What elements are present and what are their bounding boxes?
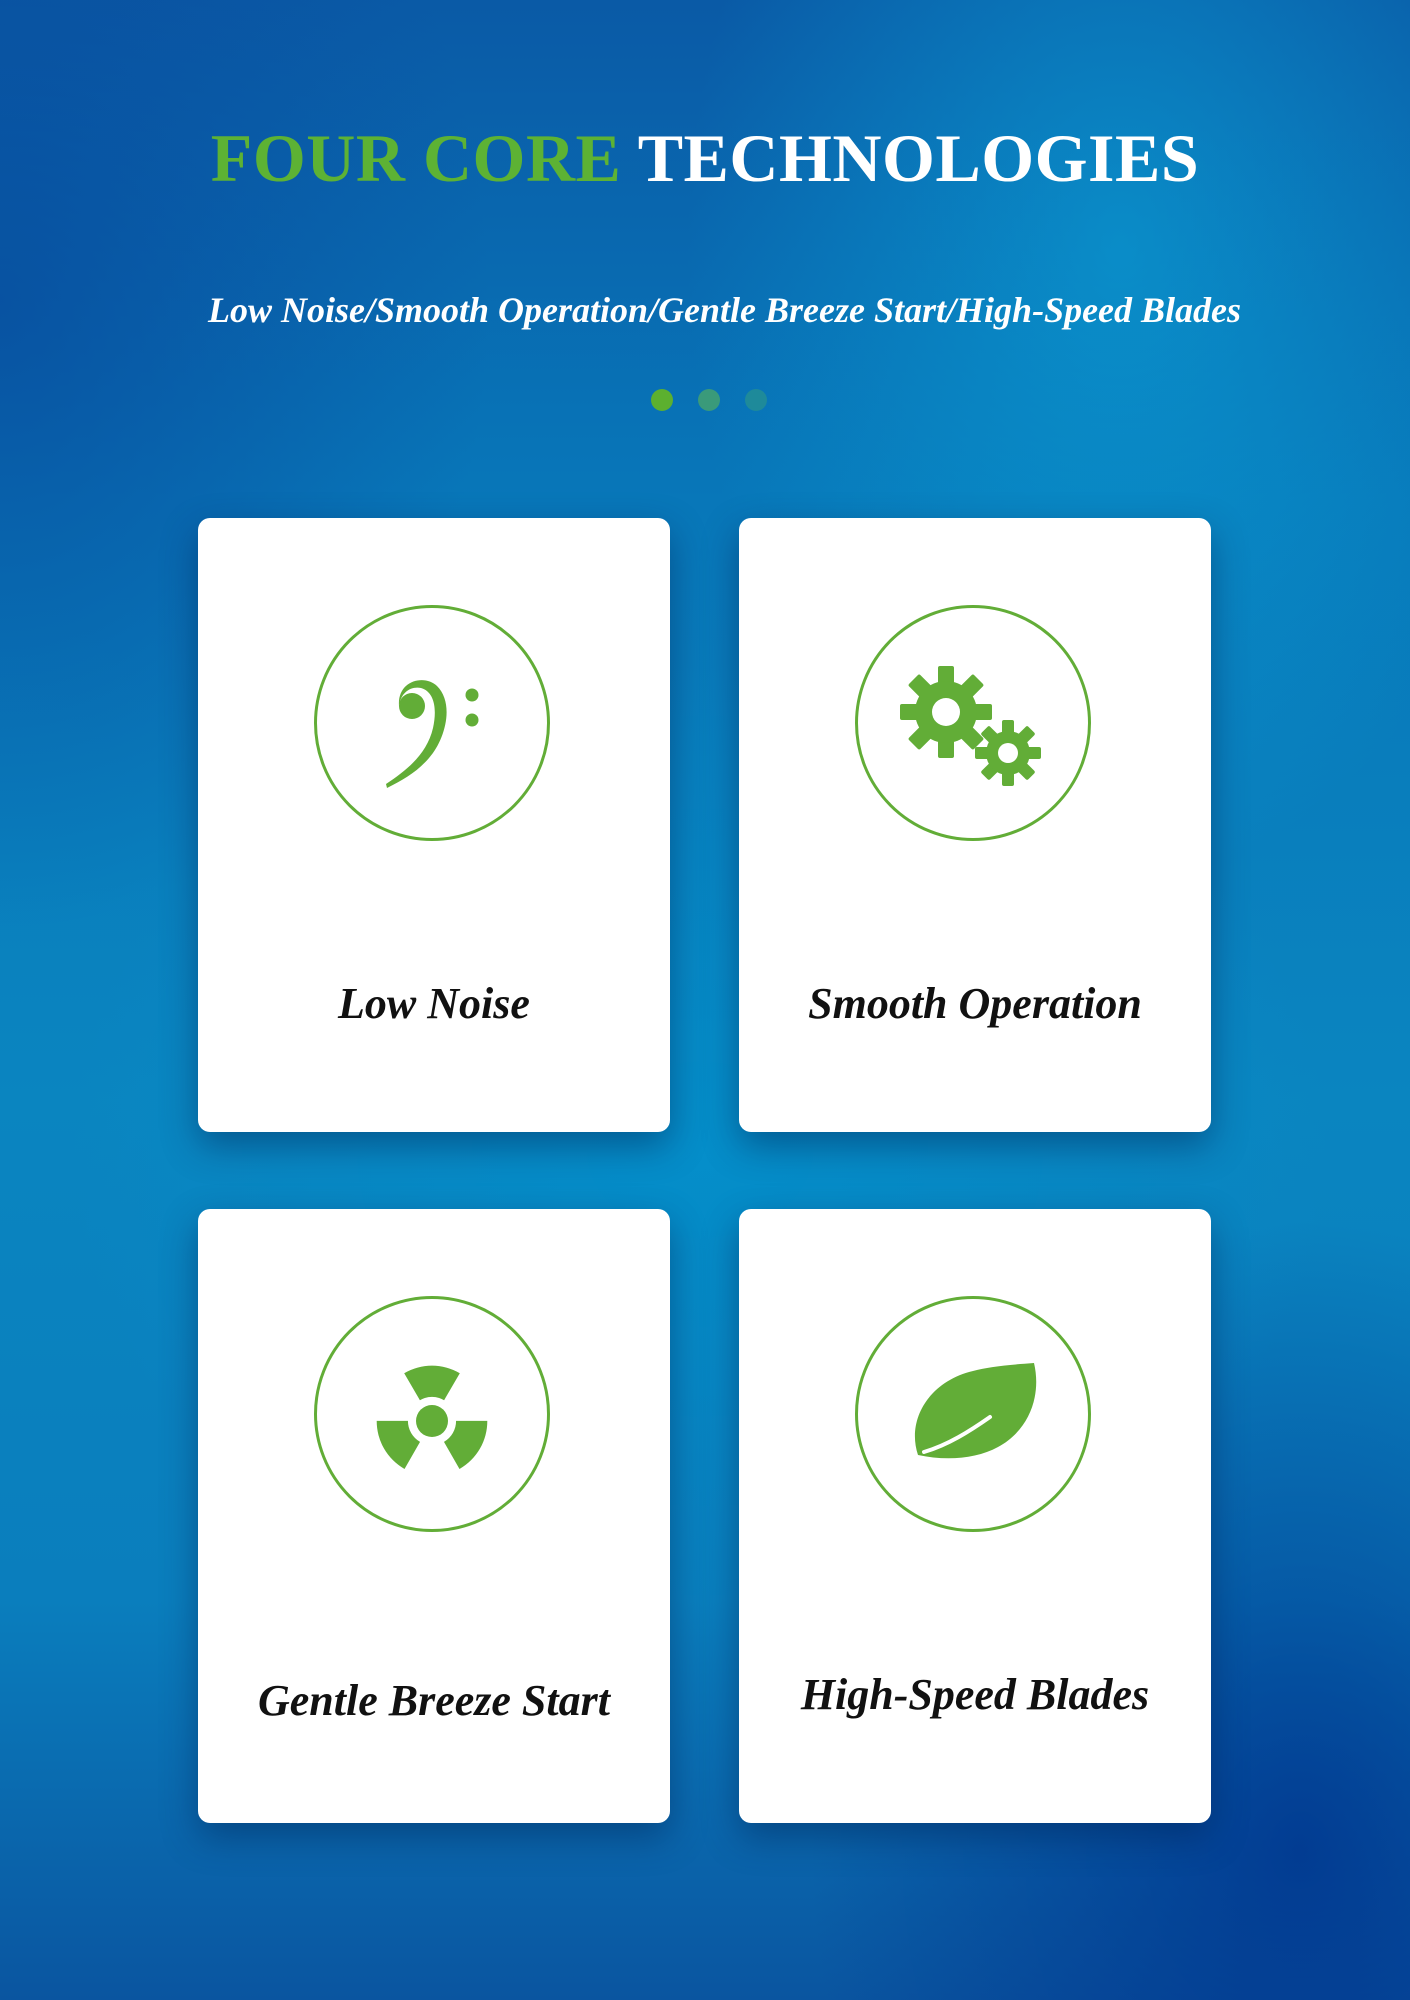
title-accent: FOUR CORE <box>210 120 622 196</box>
leaf-icon <box>858 1299 1088 1529</box>
card-label: Gentle Breeze Start <box>258 1676 610 1725</box>
gears-icon <box>858 608 1088 838</box>
feature-card-high-speed-blades <box>739 1209 1211 1823</box>
feature-card-gentle-breeze-start <box>198 1209 670 1823</box>
carousel-dots <box>651 389 781 411</box>
card-label: Smooth Operation <box>808 979 1142 1028</box>
carousel-dot-2[interactable] <box>698 389 720 411</box>
icon-ring <box>855 605 1091 841</box>
icon-ring <box>855 1296 1091 1532</box>
carousel-dot-3[interactable] <box>745 389 767 411</box>
feature-card-smooth-operation <box>739 518 1211 1132</box>
feature-card-low-noise <box>198 518 670 1132</box>
title-rest: TECHNOLOGIES <box>637 120 1200 196</box>
carousel-dot-1[interactable] <box>651 389 673 411</box>
icon-ring <box>314 605 550 841</box>
page-title <box>0 118 1410 198</box>
icon-ring <box>314 1296 550 1532</box>
bass-clef-icon <box>317 608 547 838</box>
card-label: High-Speed Blades <box>800 1670 1150 1719</box>
card-label: Low Noise <box>338 979 530 1028</box>
fan-icon <box>317 1299 547 1529</box>
subtitle: Low Noise/Smooth Operation/Gentle Breeze Start/High-Speed Blades <box>208 290 1242 330</box>
